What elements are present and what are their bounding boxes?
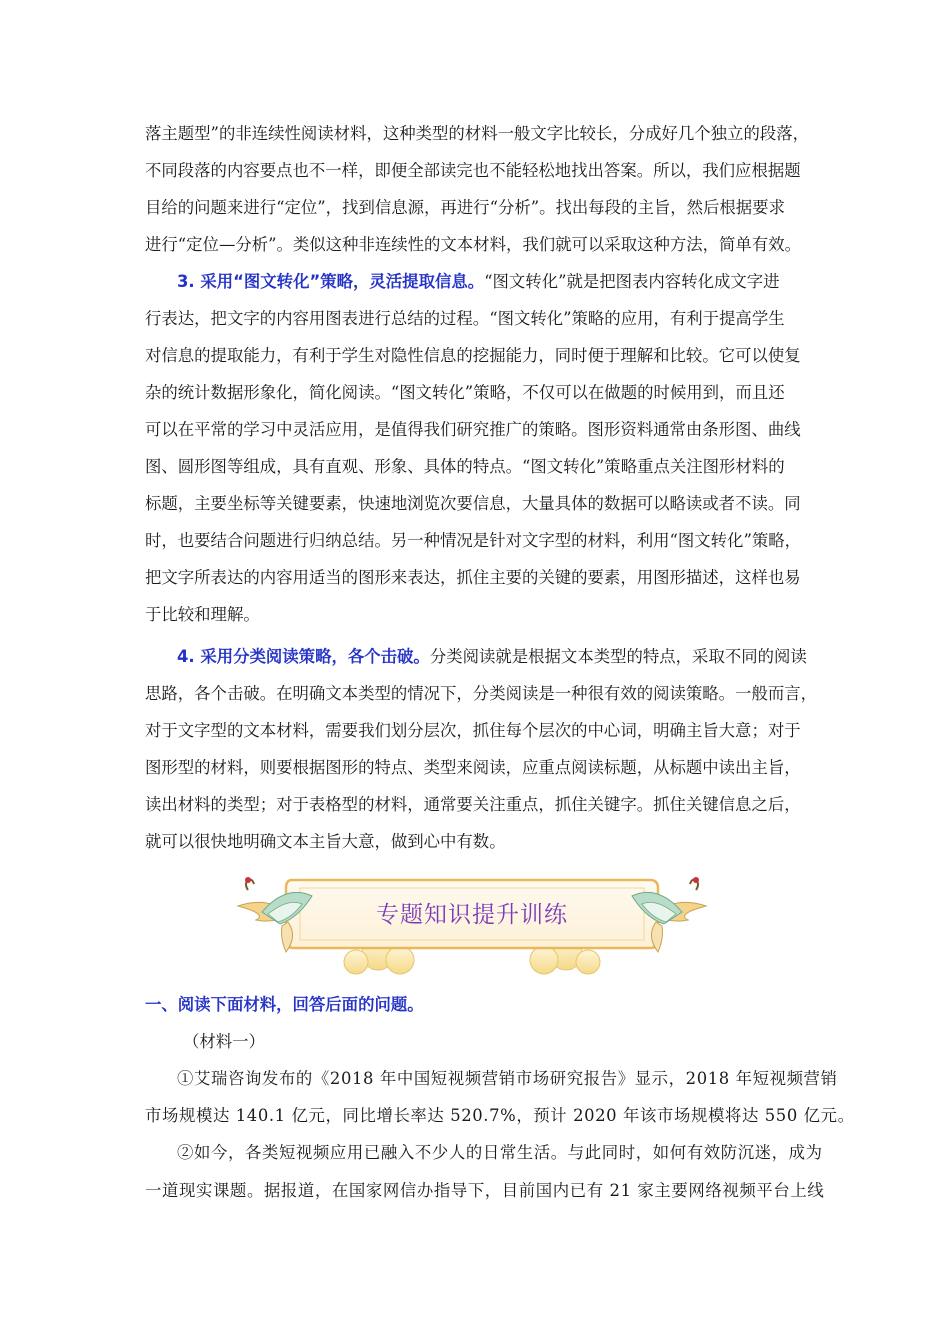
strategy-4-title: 4. 采用分类阅读策略，各个击破。 (177, 647, 430, 666)
text-line: 于比较和理解。 (145, 605, 260, 624)
text-line: 落主题型”的非连续性阅读材料，这种类型的材料一般文字比较长，分成好几个独立的段落， (145, 124, 810, 143)
text-line: 对于文字型的文本材料，需要我们划分层次，抓住每个层次的中心词，明确主旨大意；对于 (145, 721, 801, 740)
strategy-3-first-line (177, 271, 780, 293)
text-line: 杂的统计数据形象化，简化阅读。“图文转化”策略，不仅可以在做题的时候用到，而且还 (145, 383, 785, 402)
text-line: 标题，主要坐标等关键要素，快速地浏览次要信息，大量具体的数据可以略读或者不读。同 (145, 494, 801, 513)
text-line: 读出材料的类型；对于表格型的材料，通常要关注重点，抓住关键字。抓住关键信息之后， (145, 795, 801, 814)
banner-title: 专题知识提升训练 (376, 902, 568, 928)
text-line: 可以在平常的学习中灵活应用，是值得我们研究推广的策略。图形资料通常由条形图、曲线 (145, 420, 801, 439)
material-label: （材料一） (183, 1032, 265, 1051)
text-line: 图形型的材料，则要根据图形的特点、类型来阅读，应重点阅读标题，从标题中读出主旨， (145, 758, 801, 777)
section-banner (228, 866, 716, 978)
text-line: 思路，各个击破。在明确文本类型的情况下，分类阅读是一种很有效的阅读策略。一般而言， (145, 684, 818, 703)
strategy-3-title: 3. 采用“图文转化”策略，灵活提取信息。 (177, 272, 485, 291)
text-line: 对信息的提取能力，有利于学生对隐性信息的挖掘能力，同时便于理解和比较。它可以使复 (145, 346, 801, 365)
text-line: 一道现实课题。据报道，在国家网信办指导下，目前国内已有 21 家主要网络视频平台上线 (145, 1181, 825, 1200)
text-line: 把文字所表达的内容用适当的图形来表达，抓住主要的关键的要素，用图形描述，这样也易 (145, 568, 801, 587)
strategy-4-first-line (177, 646, 807, 668)
text-line: ②如今，各类短视频应用已融入不少人的日常生活。与此同时，如何有效防沉迷，成为 (177, 1143, 823, 1162)
text-line: 不同段落的内容要点也不一样，即便全部读完也不能轻松地找出答案。所以，我们应根据题 (145, 161, 801, 180)
text-line: 市场规模达 140.1 亿元，同比增长率达 520.7%，预计 2020 年该市场规模将达 550 亿元。 (145, 1106, 855, 1125)
text-line: 进行“定位—分析”。类似这种非连续性的文本材料，我们就可以采取这种方法，简单有效。 (145, 235, 801, 254)
text-line: 图、圆形图等组成，具有直观、形象、具体的特点。“图文转化”策略重点关注图形材料的 (145, 457, 785, 476)
text-run: “图文转化”就是把图表内容转化成文字进 (484, 272, 780, 291)
text-line: 时，也要结合问题进行归纳总结。另一种情况是针对文字型的材料，利用“图文转化”策略， (145, 531, 801, 550)
text-line: 就可以很快地明确文本主旨大意，做到心中有数。 (145, 832, 506, 851)
text-run: 分类阅读就是根据文本类型的特点，采取不同的阅读 (429, 647, 807, 666)
text-line: ①艾瑞咨询发布的《2018 年中国短视频营销市场研究报告》显示，2018 年短视频营销 (177, 1069, 838, 1088)
text-line: 目给的问题来进行“定位”，找到信息源，再进行“分析”。找出每段的主旨，然后根据要求 (145, 198, 785, 217)
text-line: 行表达，把文字的内容用图表进行总结的过程。“图文转化”策略的应用，有利于提高学生 (145, 309, 785, 328)
exercise-heading: 一、阅读下面材料，回答后面的问题。 (145, 995, 424, 1014)
